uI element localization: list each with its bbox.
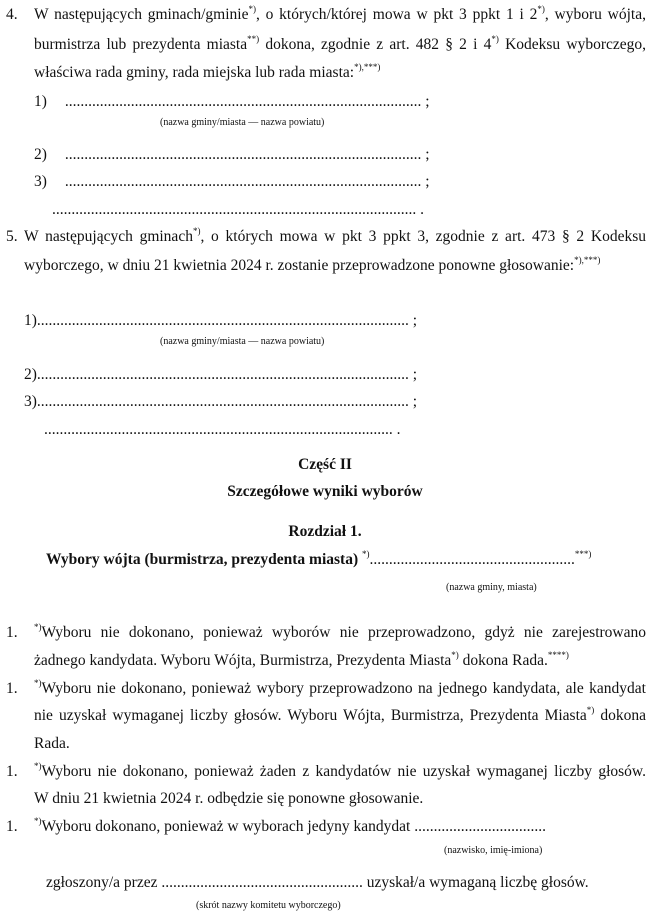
part-subtitle: Szczegółowe wyniki wyborów bbox=[227, 483, 423, 500]
option-3-line-2: W dniu 21 kwietnia 2024 r. odbędzie się ponowne głosowanie. bbox=[34, 790, 424, 807]
option-2-line-3: Rada. bbox=[34, 735, 70, 752]
option-3-number: 1. bbox=[6, 763, 18, 780]
option-3-line-1: *)Wyboru nie dokonano, ponieważ żaden z kandydatów nie uzyskał wymaganej liczby głosów. bbox=[34, 761, 646, 780]
chapter-title: Rozdział 1. bbox=[288, 523, 362, 540]
item-5-line-1: W następujących gminach*), o których mowa w pkt 3 ppkt 3, zgodnie z art. 473 § 2 Kodeksu bbox=[24, 226, 646, 245]
item-4-entry-3: 3) ............................................................................................ ; bbox=[34, 173, 430, 190]
item-4-caption: (nazwa gminy/miasta — nazwa powiatu) bbox=[160, 117, 325, 128]
option-4-line-1: *)Wyboru dokonano, ponieważ w wyborach jedyny kandydat .................................. bbox=[34, 816, 546, 835]
item-4-line-1: W następujących gminach/gminie*), o których/której mowa w pkt 3 ppkt 1 i 2*), wyboru wójta, bbox=[34, 4, 646, 23]
item-5-caption: (nazwa gminy/miasta — nazwa powiatu) bbox=[160, 336, 325, 347]
option-2-number: 1. bbox=[6, 680, 18, 697]
option-4-caption-committee: (skrót nazwy komitetu wyborczego) bbox=[196, 900, 341, 911]
option-4-number: 1. bbox=[6, 818, 18, 835]
chapter-caption: (nazwa gminy, miasta) bbox=[446, 582, 537, 593]
item-4-entry-1: 1) ............................................................................................ ; bbox=[34, 93, 430, 110]
item-4-number: 4. bbox=[6, 6, 18, 23]
item-5-entry-1: 1)................................................................................................ ; bbox=[24, 312, 418, 329]
item-5-extra-line: .......................................................................................... . bbox=[44, 421, 401, 438]
option-2-line-2: nie uzyskał wymaganej liczby głosów. Wyboru Wójta, Burmistrza, Prezydenta Miasta*) dokona bbox=[34, 705, 646, 724]
item-4-line-3: właściwa rada gminy, rada miejska lub rada miasta:*),***) bbox=[34, 62, 381, 81]
option-1-number: 1. bbox=[6, 624, 18, 641]
chapter-heading: Wybory wójta (burmistrza, prezydenta miasta) *).....................................................***) bbox=[46, 549, 592, 568]
option-4-caption-candidate: (nazwisko, imię-imiona) bbox=[444, 845, 543, 856]
option-1-line-1: *)Wyboru nie dokonano, ponieważ wyborów nie przeprowadzono, gdyż nie zarejestrowano bbox=[34, 622, 646, 641]
option-4-line-2: zgłoszony/a przez .................................................... uzyskał/a wymaganą liczbę głosów. bbox=[46, 874, 589, 891]
item-5-line-2: wyborczego, w dniu 21 kwietnia 2024 r. zostanie przeprowadzone ponowne głosowanie:*),***) bbox=[24, 255, 601, 274]
item-4-line-2: burmistrza lub prezydenta miasta**) dokona, zgodnie z art. 482 § 2 i 4*) Kodeksu wyborczego, bbox=[34, 34, 646, 53]
option-2-line-1: *)Wyboru nie dokonano, ponieważ wybory przeprowadzono na jednego kandydata, ale kandydat bbox=[34, 678, 646, 697]
part-title: Część II bbox=[298, 456, 352, 473]
item-4-extra-line: .............................................................................................. . bbox=[52, 201, 424, 218]
item-5-number: 5. bbox=[6, 228, 18, 245]
item-5-entry-3: 3)................................................................................................ ; bbox=[24, 393, 418, 410]
item-4-entry-2: 2) ............................................................................................ ; bbox=[34, 146, 430, 163]
option-1-line-2: żadnego kandydata. Wyboru Wójta, Burmistrza, Prezydenta Miasta*) dokona Rada.****) bbox=[34, 650, 569, 669]
item-5-entry-2: 2)................................................................................................ ; bbox=[24, 366, 418, 383]
